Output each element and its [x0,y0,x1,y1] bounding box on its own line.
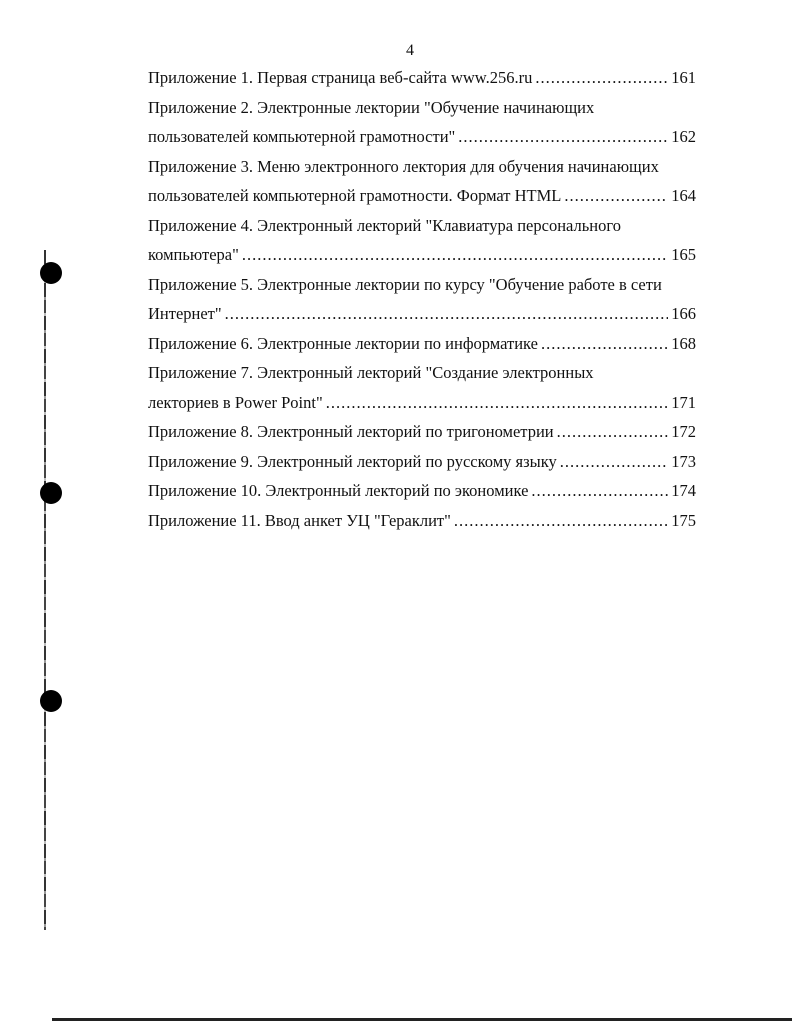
toc-entry-title-continued: пользователей компьютерной грамотности" [148,127,456,146]
toc-entry-appendix-3 [148,152,696,211]
toc-leader-dots [531,476,668,506]
punch-hole-mark [40,482,62,504]
toc-entry-appendix-5 [148,270,696,329]
toc-entry-title: Приложение 11. Ввод анкет УЦ "Гераклит" [148,510,451,530]
toc-entry-page: 174 [671,481,696,500]
toc-entry-title: Приложение 7. Электронный лекторий "Создание электронных [148,363,594,382]
toc-entry-page: 165 [671,245,696,264]
punch-hole-mark [40,690,62,712]
toc-entry-title: Приложение 5. Электронные лектории по курсу "Обучение работе в сети [148,274,662,294]
toc-entry-page: 162 [671,127,696,146]
toc-entry-page: 175 [671,510,696,530]
table-of-contents [148,63,696,535]
toc-entry-title-continued: компьютера" [148,245,239,264]
toc-entry-page: 164 [671,186,696,205]
toc-entry-title-continued: Интернет" [148,304,222,323]
toc-leader-dots [225,299,669,329]
toc-entry-appendix-11 [148,506,696,536]
toc-entry-appendix-1 [148,63,696,93]
toc-entry-title: Приложение 10. Электронный лекторий по экономике [148,481,529,500]
toc-entry-title-continued: пользователей компьютерной грамотности. Формат HTML [148,186,562,205]
toc-entry-title: Приложение 2. Электронные лектории "Обучение начинающих [148,97,595,117]
toc-entry-title: Приложение 4. Электронный лекторий "Клавиатура персонального [148,215,621,235]
toc-entry-appendix-10 [148,476,696,506]
toc-entry-page: 172 [671,422,696,441]
toc-entry-title: Приложение 8. Электронный лекторий по тригонометрии [148,422,554,441]
toc-entry-appendix-8 [148,417,696,447]
bottom-edge-line [52,1018,792,1021]
toc-entry-title: Приложение 6. Электронные лектории по информатике [148,333,538,353]
toc-entry-appendix-9 [148,447,696,477]
toc-leader-dots [458,122,668,152]
toc-entry-title-continued: лекториев в Power Point" [148,392,323,412]
binding-margin-line [44,250,46,930]
toc-entry-page: 173 [671,451,696,471]
toc-leader-dots [242,240,668,270]
toc-entry-page: 168 [671,333,696,353]
toc-entry-page: 166 [671,304,696,323]
toc-entry-appendix-7 [148,358,696,417]
toc-leader-dots [535,63,668,93]
toc-leader-dots [541,329,668,359]
toc-entry-title: Приложение 3. Меню электронного лектория для обучения начинающих [148,156,659,176]
toc-entry-page: 161 [671,68,696,87]
toc-entry-title: Приложение 9. Электронный лекторий по русскому языку [148,451,557,471]
toc-leader-dots [326,388,669,418]
punch-hole-mark [40,262,62,284]
toc-entry-appendix-2 [148,93,696,152]
toc-leader-dots [564,181,668,211]
toc-entry-title: Приложение 1. Первая страница веб-сайта www.256.ru [148,68,533,87]
toc-entry-page: 171 [671,392,696,412]
toc-leader-dots [560,447,668,477]
toc-entry-appendix-6 [148,329,696,359]
toc-leader-dots [454,506,668,536]
toc-entry-appendix-4 [148,211,696,270]
toc-leader-dots [557,417,669,447]
page-number: 4 [406,42,414,59]
